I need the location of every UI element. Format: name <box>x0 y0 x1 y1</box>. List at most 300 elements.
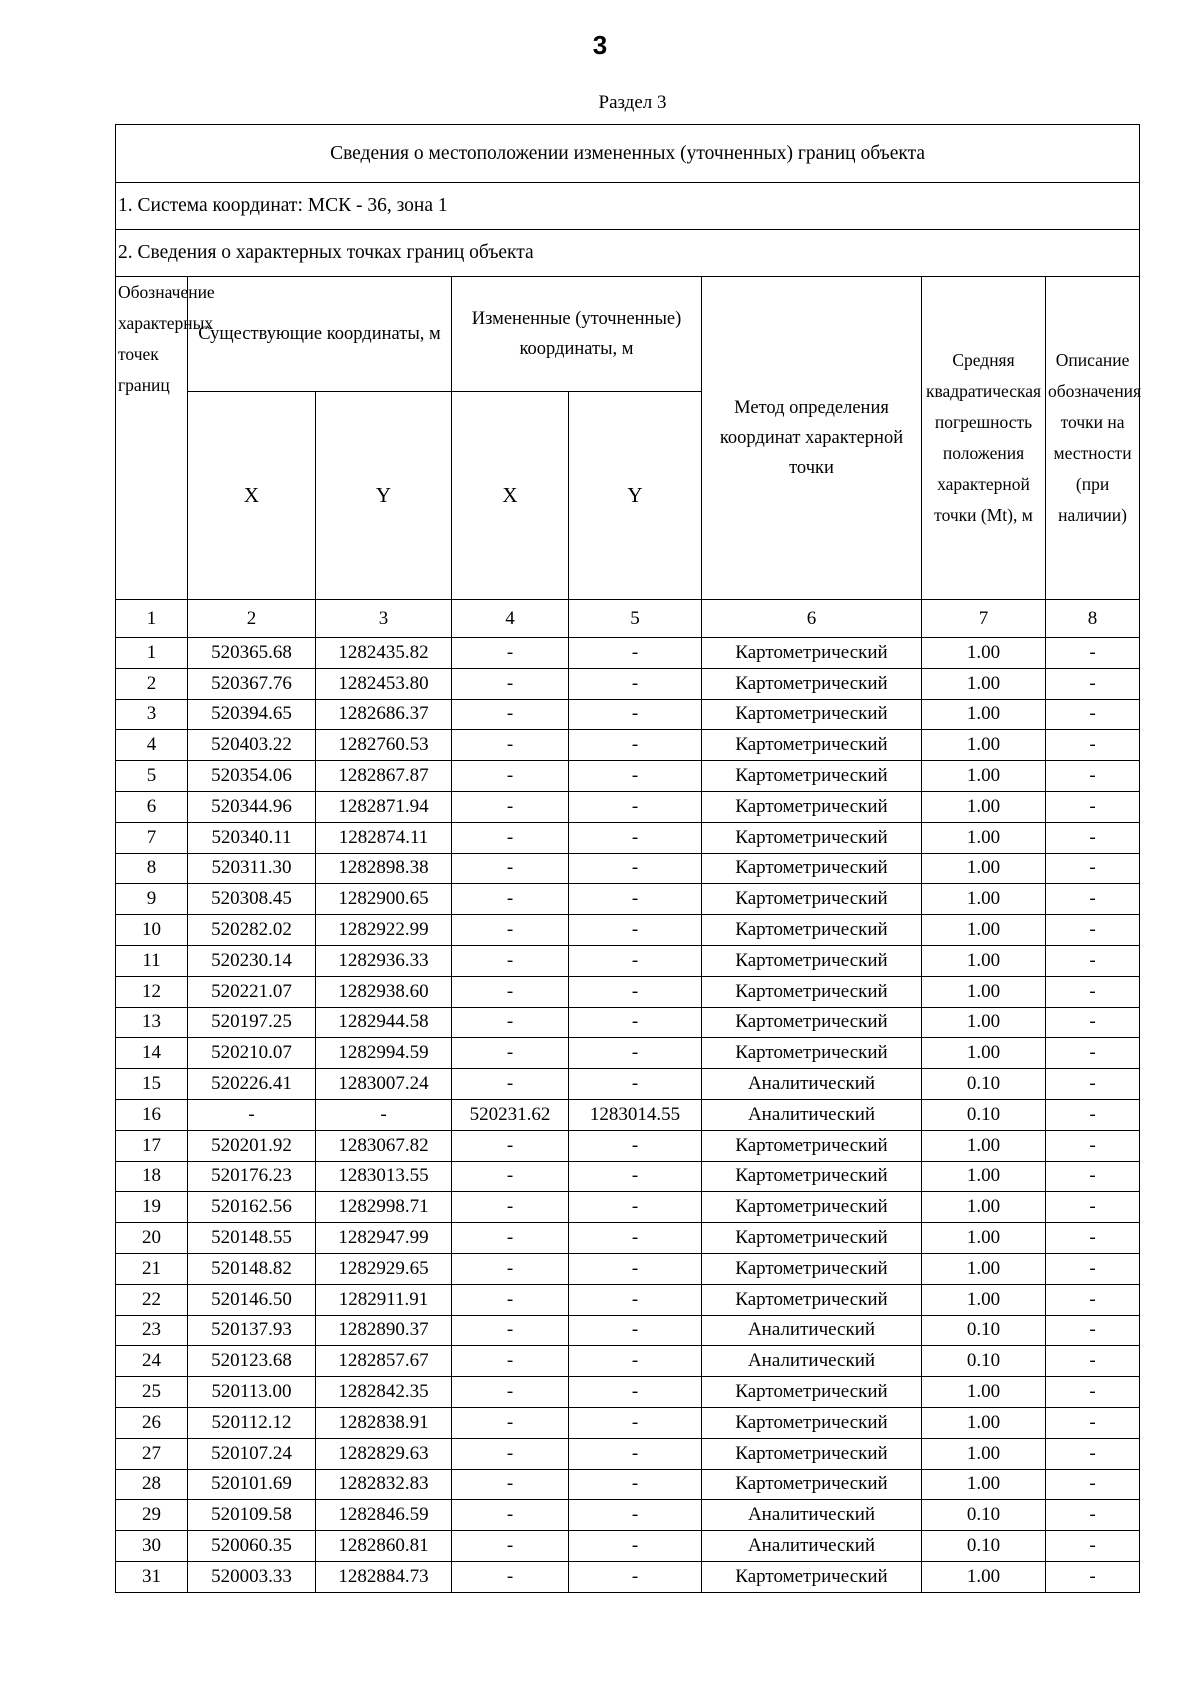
column-numbers-row <box>116 600 1140 638</box>
existing-x-cell: 520282.02 <box>188 915 316 946</box>
changed-y-cell: - <box>569 976 702 1007</box>
header-error: Средняя квадратическая погрешность положения характерной точки (Mt), м <box>922 277 1046 600</box>
existing-x-cell: 520176.23 <box>188 1161 316 1192</box>
existing-x-cell: 520226.41 <box>188 1069 316 1100</box>
existing-y-cell: 1282911.91 <box>316 1284 452 1315</box>
header-changed-coords: Измененные (уточненные) координаты, м <box>452 277 702 392</box>
error-cell: 1.00 <box>922 1469 1046 1500</box>
changed-y-cell: - <box>569 1284 702 1315</box>
method-cell: Картометрический <box>702 730 922 761</box>
description-cell: - <box>1046 1253 1140 1284</box>
changed-x-cell: - <box>452 1407 569 1438</box>
existing-x-cell: 520113.00 <box>188 1377 316 1408</box>
error-cell: 1.00 <box>922 1407 1046 1438</box>
method-cell: Картометрический <box>702 1438 922 1469</box>
error-cell: 0.10 <box>922 1069 1046 1100</box>
existing-y-cell: 1282871.94 <box>316 791 452 822</box>
point-number-cell: 16 <box>116 1099 188 1130</box>
description-cell: - <box>1046 761 1140 792</box>
changed-x-cell: - <box>452 1438 569 1469</box>
description-cell: - <box>1046 1099 1140 1130</box>
changed-x-cell: - <box>452 822 569 853</box>
error-cell: 1.00 <box>922 1038 1046 1069</box>
error-cell: 1.00 <box>922 699 1046 730</box>
table-row <box>116 1161 1140 1192</box>
existing-x-cell: 520123.68 <box>188 1346 316 1377</box>
error-cell: 1.00 <box>922 1438 1046 1469</box>
changed-y-cell: - <box>569 791 702 822</box>
column-number: 4 <box>452 600 569 638</box>
changed-x-cell: - <box>452 730 569 761</box>
column-number: 8 <box>1046 600 1140 638</box>
description-cell: - <box>1046 668 1140 699</box>
column-number: 3 <box>316 600 452 638</box>
header-changed-y: Y <box>569 392 702 600</box>
page-number: 3 <box>592 30 608 60</box>
existing-x-cell: 520367.76 <box>188 668 316 699</box>
description-cell: - <box>1046 638 1140 669</box>
table-row <box>116 1007 1140 1038</box>
description-cell: - <box>1046 822 1140 853</box>
existing-y-cell: 1282435.82 <box>316 638 452 669</box>
point-number-cell: 11 <box>116 945 188 976</box>
method-cell: Картометрический <box>702 668 922 699</box>
existing-x-cell: - <box>188 1099 316 1130</box>
method-cell: Картометрический <box>702 976 922 1007</box>
changed-y-cell: - <box>569 668 702 699</box>
existing-y-cell: 1282453.80 <box>316 668 452 699</box>
table-title: Сведения о местоположении измененных (уточненных) границ объекта <box>116 125 1140 183</box>
changed-y-cell: 1283014.55 <box>569 1099 702 1130</box>
changed-x-cell: - <box>452 638 569 669</box>
existing-y-cell: 1282929.65 <box>316 1253 452 1284</box>
error-cell: 1.00 <box>922 1377 1046 1408</box>
table-row <box>116 761 1140 792</box>
point-number-cell: 2 <box>116 668 188 699</box>
method-cell: Картометрический <box>702 1130 922 1161</box>
boundary-points-table <box>115 124 1140 1593</box>
description-cell: - <box>1046 1192 1140 1223</box>
table-row <box>116 1469 1140 1500</box>
existing-x-cell: 520340.11 <box>188 822 316 853</box>
method-cell: Картометрический <box>702 699 922 730</box>
changed-x-cell: - <box>452 1007 569 1038</box>
existing-x-cell: 520197.25 <box>188 1007 316 1038</box>
table-row <box>116 638 1140 669</box>
existing-y-cell: 1282874.11 <box>316 822 452 853</box>
description-cell: - <box>1046 1561 1140 1592</box>
error-cell: 1.00 <box>922 1284 1046 1315</box>
column-number: 5 <box>569 600 702 638</box>
point-number-cell: 23 <box>116 1315 188 1346</box>
changed-y-cell: - <box>569 1192 702 1223</box>
method-cell: Аналитический <box>702 1346 922 1377</box>
header-existing-x: X <box>188 392 316 600</box>
changed-y-cell: - <box>569 1038 702 1069</box>
table-row <box>116 1284 1140 1315</box>
description-cell: - <box>1046 1284 1140 1315</box>
method-cell: Картометрический <box>702 1223 922 1254</box>
changed-y-cell: - <box>569 1130 702 1161</box>
changed-x-cell: - <box>452 1223 569 1254</box>
table-row <box>116 1531 1140 1562</box>
coordinate-system: 1. Система координат: МСК - 36, зона 1 <box>116 183 1140 230</box>
error-cell: 1.00 <box>922 1223 1046 1254</box>
changed-y-cell: - <box>569 1346 702 1377</box>
changed-x-cell: - <box>452 1253 569 1284</box>
header-existing-y: Y <box>316 392 452 600</box>
existing-y-cell: 1282890.37 <box>316 1315 452 1346</box>
point-number-cell: 1 <box>116 638 188 669</box>
changed-x-cell: - <box>452 1346 569 1377</box>
description-cell: - <box>1046 853 1140 884</box>
method-cell: Аналитический <box>702 1315 922 1346</box>
table-row <box>116 1130 1140 1161</box>
header-method: Метод определения координат характерной точки <box>702 277 922 600</box>
existing-x-cell: 520354.06 <box>188 761 316 792</box>
error-cell: 0.10 <box>922 1099 1046 1130</box>
existing-x-cell: 520394.65 <box>188 699 316 730</box>
existing-y-cell: - <box>316 1099 452 1130</box>
existing-x-cell: 520146.50 <box>188 1284 316 1315</box>
table-row <box>116 1223 1140 1254</box>
existing-x-cell: 520148.82 <box>188 1253 316 1284</box>
point-number-cell: 8 <box>116 853 188 884</box>
changed-x-cell: - <box>452 699 569 730</box>
method-cell: Аналитический <box>702 1500 922 1531</box>
column-number: 6 <box>702 600 922 638</box>
changed-x-cell: - <box>452 884 569 915</box>
existing-y-cell: 1283013.55 <box>316 1161 452 1192</box>
error-cell: 0.10 <box>922 1500 1046 1531</box>
existing-y-cell: 1282838.91 <box>316 1407 452 1438</box>
error-cell: 0.10 <box>922 1315 1046 1346</box>
table-row <box>116 1407 1140 1438</box>
description-cell: - <box>1046 1161 1140 1192</box>
description-cell: - <box>1046 945 1140 976</box>
changed-y-cell: - <box>569 915 702 946</box>
description-cell: - <box>1046 1531 1140 1562</box>
description-cell: - <box>1046 699 1140 730</box>
points-heading: 2. Сведения о характерных точках границ объекта <box>116 230 1140 277</box>
table-row <box>116 1253 1140 1284</box>
changed-x-cell: - <box>452 1531 569 1562</box>
table-row <box>116 1438 1140 1469</box>
changed-x-cell: - <box>452 1038 569 1069</box>
changed-x-cell: - <box>452 791 569 822</box>
description-cell: - <box>1046 976 1140 1007</box>
method-cell: Картометрический <box>702 1253 922 1284</box>
method-cell: Картометрический <box>702 1192 922 1223</box>
error-cell: 1.00 <box>922 638 1046 669</box>
description-cell: - <box>1046 1500 1140 1531</box>
changed-y-cell: - <box>569 1253 702 1284</box>
description-cell: - <box>1046 1130 1140 1161</box>
changed-y-cell: - <box>569 1531 702 1562</box>
method-cell: Картометрический <box>702 1007 922 1038</box>
description-cell: - <box>1046 1038 1140 1069</box>
existing-y-cell: 1282884.73 <box>316 1561 452 1592</box>
changed-y-cell: - <box>569 1161 702 1192</box>
method-cell: Картометрический <box>702 1377 922 1408</box>
changed-y-cell: - <box>569 638 702 669</box>
changed-x-cell: - <box>452 1315 569 1346</box>
method-cell: Картометрический <box>702 791 922 822</box>
header-changed-x: X <box>452 392 569 600</box>
point-number-cell: 14 <box>116 1038 188 1069</box>
point-number-cell: 30 <box>116 1531 188 1562</box>
existing-x-cell: 520210.07 <box>188 1038 316 1069</box>
point-number-cell: 29 <box>116 1500 188 1531</box>
description-cell: - <box>1046 1007 1140 1038</box>
method-cell: Картометрический <box>702 945 922 976</box>
table-row <box>116 1561 1140 1592</box>
description-cell: - <box>1046 791 1140 822</box>
point-number-cell: 21 <box>116 1253 188 1284</box>
error-cell: 1.00 <box>922 915 1046 946</box>
changed-y-cell: - <box>569 1500 702 1531</box>
changed-y-cell: - <box>569 1007 702 1038</box>
description-cell: - <box>1046 1438 1140 1469</box>
point-number-cell: 6 <box>116 791 188 822</box>
existing-x-cell: 520230.14 <box>188 945 316 976</box>
existing-x-cell: 520137.93 <box>188 1315 316 1346</box>
existing-x-cell: 520365.68 <box>188 638 316 669</box>
method-cell: Картометрический <box>702 1038 922 1069</box>
error-cell: 1.00 <box>922 1253 1046 1284</box>
point-number-cell: 13 <box>116 1007 188 1038</box>
existing-x-cell: 520112.12 <box>188 1407 316 1438</box>
column-number: 2 <box>188 600 316 638</box>
changed-x-cell: - <box>452 976 569 1007</box>
method-cell: Картометрический <box>702 822 922 853</box>
method-cell: Аналитический <box>702 1099 922 1130</box>
point-number-cell: 15 <box>116 1069 188 1100</box>
table-row <box>116 945 1140 976</box>
method-cell: Аналитический <box>702 1531 922 1562</box>
header-existing-coords: Существующие координаты, м <box>188 277 452 392</box>
existing-y-cell: 1282842.35 <box>316 1377 452 1408</box>
changed-y-cell: - <box>569 730 702 761</box>
error-cell: 1.00 <box>922 668 1046 699</box>
point-number-cell: 3 <box>116 699 188 730</box>
existing-y-cell: 1282947.99 <box>316 1223 452 1254</box>
column-number: 7 <box>922 600 1046 638</box>
table-row <box>116 1069 1140 1100</box>
changed-y-cell: - <box>569 1561 702 1592</box>
error-cell: 1.00 <box>922 884 1046 915</box>
existing-y-cell: 1282829.63 <box>316 1438 452 1469</box>
point-number-cell: 19 <box>116 1192 188 1223</box>
changed-x-cell: - <box>452 1377 569 1408</box>
error-cell: 1.00 <box>922 761 1046 792</box>
existing-y-cell: 1282898.38 <box>316 853 452 884</box>
changed-x-cell: - <box>452 1161 569 1192</box>
table-row <box>116 822 1140 853</box>
error-cell: 1.00 <box>922 1561 1046 1592</box>
existing-x-cell: 520162.56 <box>188 1192 316 1223</box>
changed-y-cell: - <box>569 1469 702 1500</box>
existing-y-cell: 1282900.65 <box>316 884 452 915</box>
point-number-cell: 10 <box>116 915 188 946</box>
existing-y-cell: 1283007.24 <box>316 1069 452 1100</box>
existing-y-cell: 1282994.59 <box>316 1038 452 1069</box>
point-number-cell: 9 <box>116 884 188 915</box>
table-row <box>116 853 1140 884</box>
table-row <box>116 1038 1140 1069</box>
existing-y-cell: 1282998.71 <box>316 1192 452 1223</box>
existing-x-cell: 520403.22 <box>188 730 316 761</box>
point-number-cell: 4 <box>116 730 188 761</box>
changed-y-cell: - <box>569 1407 702 1438</box>
table-row <box>116 791 1140 822</box>
existing-y-cell: 1282846.59 <box>316 1500 452 1531</box>
error-cell: 1.00 <box>922 791 1046 822</box>
changed-x-cell: - <box>452 1284 569 1315</box>
point-number-cell: 28 <box>116 1469 188 1500</box>
error-cell: 1.00 <box>922 1161 1046 1192</box>
existing-y-cell: 1282760.53 <box>316 730 452 761</box>
existing-y-cell: 1282857.67 <box>316 1346 452 1377</box>
table-row <box>116 730 1140 761</box>
point-number-cell: 7 <box>116 822 188 853</box>
method-cell: Картометрический <box>702 1161 922 1192</box>
error-cell: 1.00 <box>922 1192 1046 1223</box>
existing-x-cell: 520107.24 <box>188 1438 316 1469</box>
table-row <box>116 1099 1140 1130</box>
table-row <box>116 884 1140 915</box>
point-number-cell: 17 <box>116 1130 188 1161</box>
error-cell: 1.00 <box>922 976 1046 1007</box>
changed-x-cell: - <box>452 1561 569 1592</box>
description-cell: - <box>1046 1315 1140 1346</box>
error-cell: 1.00 <box>922 1130 1046 1161</box>
changed-x-cell: - <box>452 761 569 792</box>
changed-x-cell: - <box>452 853 569 884</box>
method-cell: Картометрический <box>702 761 922 792</box>
existing-x-cell: 520101.69 <box>188 1469 316 1500</box>
description-cell: - <box>1046 1346 1140 1377</box>
header-designation: Обозначение характерных точек границ <box>116 277 188 600</box>
table-row <box>116 668 1140 699</box>
existing-y-cell: 1282922.99 <box>316 915 452 946</box>
table-row <box>116 1315 1140 1346</box>
changed-x-cell: - <box>452 1500 569 1531</box>
error-cell: 1.00 <box>922 1007 1046 1038</box>
method-cell: Картометрический <box>702 1407 922 1438</box>
point-number-cell: 25 <box>116 1377 188 1408</box>
point-number-cell: 5 <box>116 761 188 792</box>
description-cell: - <box>1046 884 1140 915</box>
changed-y-cell: - <box>569 1377 702 1408</box>
method-cell: Аналитический <box>702 1069 922 1100</box>
description-cell: - <box>1046 1069 1140 1100</box>
description-cell: - <box>1046 1223 1140 1254</box>
method-cell: Картометрический <box>702 1284 922 1315</box>
error-cell: 1.00 <box>922 822 1046 853</box>
point-number-cell: 26 <box>116 1407 188 1438</box>
changed-x-cell: - <box>452 945 569 976</box>
method-cell: Картометрический <box>702 884 922 915</box>
existing-y-cell: 1283067.82 <box>316 1130 452 1161</box>
existing-x-cell: 520060.35 <box>188 1531 316 1562</box>
existing-y-cell: 1282832.83 <box>316 1469 452 1500</box>
existing-x-cell: 520311.30 <box>188 853 316 884</box>
table-row <box>116 1346 1140 1377</box>
changed-x-cell: - <box>452 1130 569 1161</box>
table-row <box>116 699 1140 730</box>
existing-x-cell: 520003.33 <box>188 1561 316 1592</box>
existing-x-cell: 520308.45 <box>188 884 316 915</box>
changed-x-cell: - <box>452 668 569 699</box>
changed-x-cell: - <box>452 915 569 946</box>
error-cell: 1.00 <box>922 730 1046 761</box>
changed-y-cell: - <box>569 1438 702 1469</box>
changed-y-cell: - <box>569 761 702 792</box>
method-cell: Картометрический <box>702 853 922 884</box>
point-number-cell: 18 <box>116 1161 188 1192</box>
method-cell: Картометрический <box>702 638 922 669</box>
method-cell: Картометрический <box>702 915 922 946</box>
table-row <box>116 976 1140 1007</box>
existing-x-cell: 520221.07 <box>188 976 316 1007</box>
section-label: Раздел 3 <box>598 92 667 113</box>
changed-y-cell: - <box>569 853 702 884</box>
changed-x-cell: - <box>452 1469 569 1500</box>
existing-y-cell: 1282944.58 <box>316 1007 452 1038</box>
existing-y-cell: 1282867.87 <box>316 761 452 792</box>
table-row <box>116 1500 1140 1531</box>
changed-y-cell: - <box>569 822 702 853</box>
description-cell: - <box>1046 730 1140 761</box>
existing-x-cell: 520344.96 <box>188 791 316 822</box>
table-row <box>116 1377 1140 1408</box>
changed-x-cell: - <box>452 1192 569 1223</box>
changed-x-cell: 520231.62 <box>452 1099 569 1130</box>
description-cell: - <box>1046 915 1140 946</box>
existing-y-cell: 1282936.33 <box>316 945 452 976</box>
changed-y-cell: - <box>569 884 702 915</box>
method-cell: Картометрический <box>702 1469 922 1500</box>
existing-x-cell: 520109.58 <box>188 1500 316 1531</box>
changed-y-cell: - <box>569 1315 702 1346</box>
error-cell: 1.00 <box>922 945 1046 976</box>
changed-x-cell: - <box>452 1069 569 1100</box>
point-number-cell: 12 <box>116 976 188 1007</box>
point-number-cell: 22 <box>116 1284 188 1315</box>
error-cell: 1.00 <box>922 853 1046 884</box>
changed-y-cell: - <box>569 1223 702 1254</box>
description-cell: - <box>1046 1469 1140 1500</box>
point-number-cell: 24 <box>116 1346 188 1377</box>
table-row <box>116 1192 1140 1223</box>
point-number-cell: 20 <box>116 1223 188 1254</box>
existing-y-cell: 1282686.37 <box>316 699 452 730</box>
changed-y-cell: - <box>569 699 702 730</box>
point-number-cell: 27 <box>116 1438 188 1469</box>
table-row <box>116 915 1140 946</box>
description-cell: - <box>1046 1377 1140 1408</box>
changed-y-cell: - <box>569 945 702 976</box>
error-cell: 0.10 <box>922 1531 1046 1562</box>
error-cell: 0.10 <box>922 1346 1046 1377</box>
point-number-cell: 31 <box>116 1561 188 1592</box>
header-description: Описание обозначения точки на местности (при наличии) <box>1046 277 1140 600</box>
method-cell: Картометрический <box>702 1561 922 1592</box>
column-number: 1 <box>116 600 188 638</box>
description-cell: - <box>1046 1407 1140 1438</box>
existing-x-cell: 520148.55 <box>188 1223 316 1254</box>
